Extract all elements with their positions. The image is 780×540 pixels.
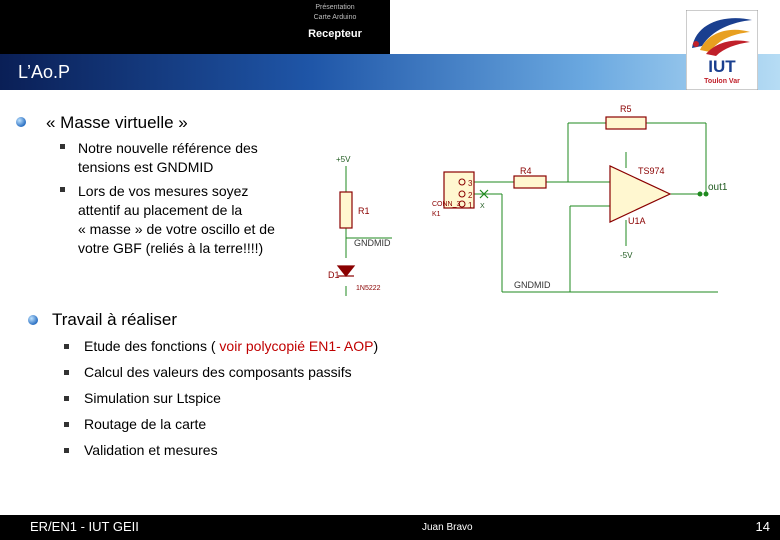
- text-line: Lors de vos mesures soyez: [78, 183, 249, 199]
- section1-item-1: [78, 139, 258, 177]
- nav-item-presentation[interactable]: Présentation: [315, 4, 355, 11]
- label-pin1: 1: [468, 201, 473, 210]
- footer-bar: [0, 515, 780, 540]
- task-item: Calcul des valeurs des composants passifs: [84, 364, 352, 380]
- section2-heading: Travail à réaliser: [52, 310, 178, 329]
- page-number: 14: [755, 519, 770, 534]
- task-text: ): [373, 338, 379, 354]
- title-bar: [0, 54, 780, 90]
- label-gnd1: GNDMID: [354, 238, 391, 248]
- task-item: Simulation sur Ltspice: [84, 390, 221, 406]
- label-connector: CONN_3: [432, 201, 461, 208]
- label-opamp: TS974: [638, 166, 665, 176]
- logo-text: IUT: [708, 57, 736, 76]
- iut-logo-icon: [686, 10, 758, 90]
- label-opamp-unit: U1A: [628, 216, 646, 226]
- footer-author: Juan Bravo: [422, 522, 473, 533]
- square-bullet-icon: [60, 144, 65, 149]
- label-vplus: +5V: [336, 155, 351, 164]
- nav-item-arduino[interactable]: Carte Arduino: [313, 14, 357, 21]
- text-line: votre GBF (reliés à la terre!!!!): [78, 240, 264, 256]
- task-item: Routage de la carte: [84, 416, 207, 432]
- label-pin2: 2: [468, 191, 473, 200]
- nav-item-current[interactable]: Recepteur: [308, 28, 362, 40]
- circuit-schematic: [314, 96, 734, 296]
- bullet-icon: [28, 315, 38, 325]
- label-d1: D1: [328, 270, 340, 280]
- section1-item-2: [78, 182, 275, 258]
- footer-course: ER/EN1 - IUT GEII: [30, 519, 139, 534]
- square-bullet-icon: [64, 344, 69, 349]
- label-r5: R5: [620, 104, 632, 114]
- label-pin3: 3: [468, 179, 473, 188]
- section1-heading: « Masse virtuelle »: [46, 113, 188, 132]
- slide-title: L’Ao.P: [18, 62, 71, 82]
- square-bullet-icon: [64, 448, 69, 453]
- square-bullet-icon: [64, 396, 69, 401]
- text-line: attentif au placement de la: [78, 202, 243, 218]
- square-bullet-icon: [64, 422, 69, 427]
- task-item: [84, 338, 378, 354]
- square-bullet-icon: [60, 187, 65, 192]
- task-text: Etude des fonctions (: [84, 338, 220, 354]
- bullet-icon: [16, 117, 26, 127]
- text-line: « masse » de votre oscillo et de: [78, 221, 275, 237]
- label-x: X: [480, 203, 485, 210]
- label-r4: R4: [520, 166, 532, 176]
- label-r1: R1: [358, 206, 370, 216]
- label-vminus: -5V: [620, 251, 633, 260]
- square-bullet-icon: [64, 370, 69, 375]
- task-item: Validation et mesures: [84, 442, 218, 458]
- label-connector-ref: K1: [432, 211, 441, 218]
- label-d1-part: 1N5222: [356, 285, 381, 292]
- text-line: tensions est GNDMID: [78, 159, 214, 175]
- logo-subtext: Toulon Var: [704, 78, 740, 85]
- label-gnd2: GNDMID: [514, 280, 551, 290]
- text-line: Notre nouvelle référence des: [78, 140, 258, 156]
- task-highlight: voir polycopié EN1- AOP: [219, 338, 374, 354]
- label-out: out1: [708, 182, 728, 193]
- breadcrumb-nav: [280, 0, 390, 54]
